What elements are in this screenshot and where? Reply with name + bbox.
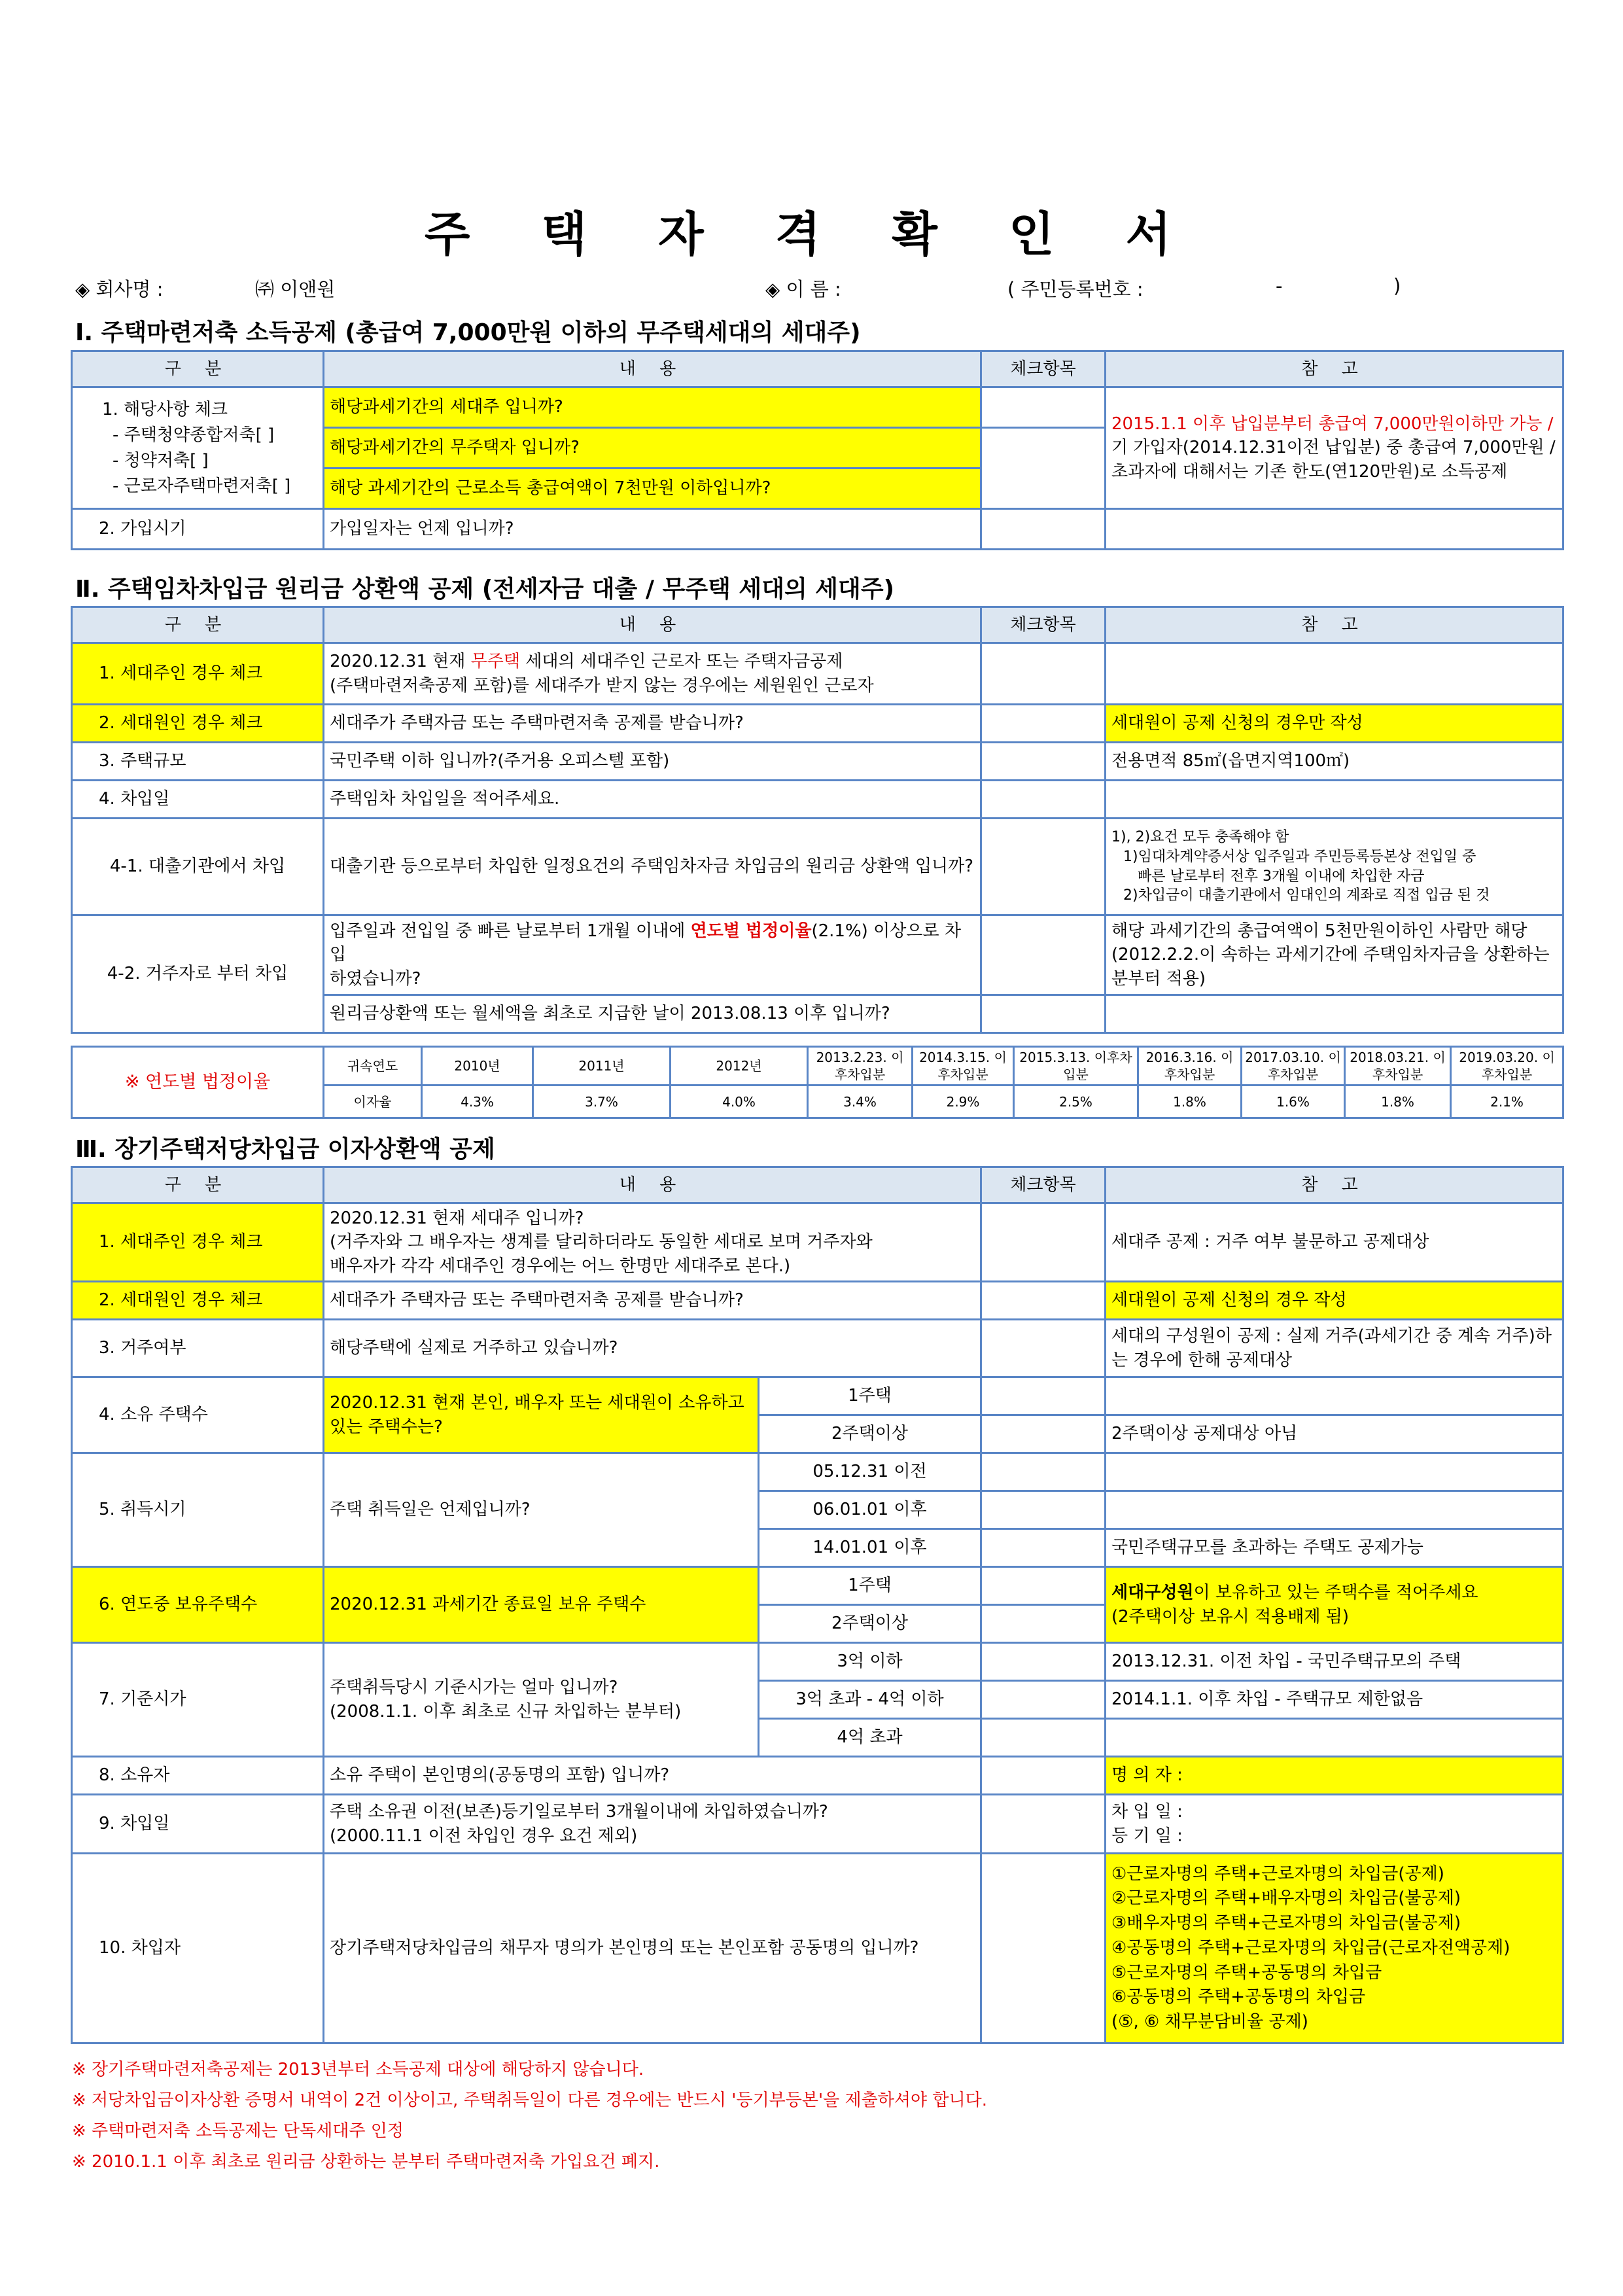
s3-row9-line: (2000.11.1 이전 차입인 경우 요건 제외) — [330, 1826, 638, 1846]
row1-label-cell — [72, 387, 324, 509]
col-header-gubun: 구 분 — [72, 607, 324, 643]
rate-value: 이자율 — [324, 1086, 422, 1118]
s3-row6-label: 6. 연도중 보유주택수 — [72, 1567, 324, 1643]
section2-table — [71, 606, 1564, 1034]
col-header-check: 체크항목 — [981, 607, 1106, 643]
s2-row41-ref-line: 빠른 날로부터 전후 3개월 이내에 차입한 자금 — [1138, 868, 1425, 885]
s3-row1-line: (거주자와 그 배우자는 생계를 달리하더라도 동일한 세대로 보며 거주자와 — [330, 1232, 873, 1252]
s3-row8-label: 8. 소유자 — [72, 1757, 324, 1795]
col-header-check: 체크항목 — [981, 1167, 1106, 1203]
rate-table — [71, 1046, 1564, 1119]
rate-year: 2012년 — [671, 1047, 808, 1086]
check-cell[interactable] — [981, 1203, 1106, 1282]
s2-row1-line2: (주택마련저축공제 포함)를 세대주가 받지 않는 경우에는 세원원인 근로자 — [330, 675, 874, 696]
s2-row3-ref: 전용면적 85㎡(읍면지역100㎡) — [1106, 743, 1563, 781]
s3-row9-ref-line: 등 기 일 : — [1111, 1826, 1183, 1846]
s3-row7-option: 4억 초과 — [759, 1719, 981, 1757]
s3-row10-ref-line: (⑤, ⑥ 채무분담비율 공제) — [1111, 2011, 1308, 2032]
name-label: ◈ 이 름 : — [765, 278, 841, 300]
s3-row8-ref: 명 의 자 : — [1106, 1757, 1563, 1795]
rate-value: 4.0% — [671, 1086, 808, 1118]
s3-row6-ref-text: 이 보유하고 있는 주택수를 적어주세요 — [1193, 1583, 1478, 1603]
row2-content: 가입일자는 언제 입니까? — [324, 509, 981, 550]
s2-row41-ref-line: 2)차입금이 대출기관에서 임대인의 계좌로 직접 입금 된 것 — [1123, 887, 1490, 904]
s3-row2-ref: 세대원이 공제 신청의 경우 작성 — [1106, 1282, 1563, 1320]
row1-sub-label: - 근로자주택마련저축[ ] — [113, 476, 291, 496]
s2-row41-ref-line: 1), 2)요건 모두 충족해야 함 — [1111, 829, 1289, 846]
s2-row42b-content: 원리금상환액 또는 월세액을 최초로 지급한 날이 2013.08.13 이후 입니까? — [324, 995, 981, 1033]
col-header-ref: 참 고 — [1106, 351, 1563, 387]
s3-row1-label: 1. 세대주인 경우 체크 — [72, 1203, 324, 1282]
check-cell[interactable] — [981, 1453, 1106, 1491]
check-cell[interactable] — [981, 643, 1106, 705]
s2-row2-ref: 세대원이 공제 신청의 경우만 작성 — [1106, 705, 1563, 743]
s2-row42-content — [324, 915, 981, 995]
rrn-close: ) — [1393, 275, 1401, 297]
s3-row2-label: 2. 세대원인 경우 체크 — [72, 1282, 324, 1320]
s3-row7-line: 주택취득당시 기준시가는 얼마 입니까? — [330, 1678, 618, 1698]
row1-ref — [1106, 387, 1563, 509]
s3-row4-option: 2주택이상 — [759, 1415, 981, 1453]
s3-row7-content — [324, 1643, 759, 1757]
rate-year: 2011년 — [533, 1047, 671, 1086]
s2-row4-content: 주택임차 차입일을 적어주세요. — [324, 781, 981, 819]
section2-title: Ⅱ. 주택임차차입금 원리금 상환액 공제 (전세자금 대출 / 무주택 세대의 세대주) — [75, 576, 895, 603]
s2-row1-red: 무주택 — [470, 652, 520, 672]
col-header-ref: 참 고 — [1106, 1167, 1563, 1203]
ref-cell — [1106, 1453, 1563, 1491]
row1-ref-text: 기 가입자(2014.12.31이전 납입분) 중 총급여 7,000만원 / 초과자에 대해서는 기존 한도(연120만원)로 소득공제 — [1111, 438, 1556, 482]
s3-row1-line: 2020.12.31 현재 세대주 입니까? — [330, 1209, 584, 1228]
s2-row42-text: (2.1%) 이상으로 차입 — [330, 921, 961, 965]
check-cell[interactable] — [981, 1605, 1106, 1643]
company-label: ◈ 회사명 : — [75, 278, 164, 300]
rate-year: 2017.03.10. 이후차입분 — [1242, 1047, 1345, 1086]
rate-year: 2015.3.13. 이후차입분 — [1014, 1047, 1138, 1086]
rate-year: 귀속연도 — [324, 1047, 422, 1086]
s2-row42-red: 연도별 법정이율 — [690, 921, 812, 941]
s3-row8-content: 소유 주택이 본인명의(공동명의 포함) 입니까? — [324, 1757, 981, 1795]
s3-row5-option: 14.01.01 이후 — [759, 1529, 981, 1567]
check-cell[interactable] — [981, 1529, 1106, 1567]
footnote: ※ 주택마련저축 소득공제는 단독세대주 인정 — [72, 2121, 404, 2141]
s3-row1-line: 배우자가 각각 세대주인 경우에는 어느 한명만 세대주로 본다.) — [330, 1256, 791, 1276]
s3-row9-label: 9. 차입일 — [72, 1795, 324, 1854]
s3-row3-label: 3. 거주여부 — [72, 1320, 324, 1377]
s3-row10-content: 장기주택저당차입금의 채무자 명의가 본인명의 또는 본인포함 공동명의 입니까? — [324, 1854, 981, 2043]
s3-row1-content — [324, 1203, 981, 1282]
s3-row10-ref-line: ⑤근로자명의 주택+공동명의 차입금 — [1111, 1962, 1382, 1983]
rate-year: 2013.2.23. 이후차입분 — [808, 1047, 913, 1086]
s3-row7-label: 7. 기준시가 — [72, 1643, 324, 1757]
s2-row42-label: 4-2. 거주자로 부터 차입 — [72, 915, 324, 1033]
check-cell[interactable] — [981, 1282, 1106, 1320]
s2-row3-label: 3. 주택규모 — [72, 743, 324, 781]
footnote: ※ 장기주택마련저축공제는 2013년부터 소득공제 대상에 해당하지 않습니다. — [72, 2060, 644, 2079]
s3-row6-ref — [1106, 1567, 1563, 1643]
s3-row5-option: 06.01.01 이후 — [759, 1491, 981, 1529]
s3-row3-ref: 세대의 구성원이 공제 : 실제 거주(과세기간 중 계속 거주)하는 경우에 한해 공제대상 — [1106, 1320, 1563, 1377]
s3-row7-line: (2008.1.1. 이후 최초로 신규 차입하는 분부터) — [330, 1701, 682, 1722]
ref-cell — [1106, 781, 1563, 819]
col-header-check: 체크항목 — [981, 351, 1106, 387]
s2-row41-label: 4-1. 대출기관에서 차입 — [72, 819, 324, 915]
col-header-content: 내 용 — [324, 607, 981, 643]
s3-row6-option: 2주택이상 — [759, 1605, 981, 1643]
s3-row6-ref-bold: 세대구성원 — [1111, 1583, 1194, 1603]
check-cell[interactable] — [981, 1320, 1106, 1377]
section3-title: Ⅲ. 장기주택저당차입금 이자상환액 공제 — [75, 1136, 495, 1163]
s2-row1-content — [324, 643, 981, 705]
s3-row10-ref-line: ④공동명의 주택+근로자명의 차입금(근로자전액공제) — [1111, 1937, 1510, 1958]
rate-value: 1.6% — [1242, 1086, 1345, 1118]
rate-year: 2016.3.16. 이후차입분 — [1138, 1047, 1242, 1086]
rate-value: 1.8% — [1138, 1086, 1242, 1118]
ref-cell — [1106, 1377, 1563, 1415]
check-cell[interactable] — [981, 1719, 1106, 1757]
rate-year: 2010년 — [422, 1047, 533, 1086]
check-cell[interactable] — [981, 1757, 1106, 1795]
check-cell[interactable] — [981, 743, 1106, 781]
s3-row9-content — [324, 1795, 981, 1854]
check-cell[interactable] — [981, 1377, 1106, 1415]
s2-row42-ref: 해당 과세기간의 총급여액이 5천만원이하인 사람만 해당 (2012.2.2.이 속하는 과세기간에 주택임차자금을 상환하는 분부터 적용) — [1106, 915, 1563, 995]
s3-row4-label: 4. 소유 주택수 — [72, 1377, 324, 1453]
s2-row3-content: 국민주택 이하 입니까?(주거용 오피스텔 포함) — [324, 743, 981, 781]
s3-row5-option: 05.12.31 이전 — [759, 1453, 981, 1491]
check-cell[interactable] — [981, 1415, 1106, 1453]
section1-table — [71, 350, 1564, 550]
s3-row10-label: 10. 차입자 — [72, 1854, 324, 2043]
check-cell[interactable] — [981, 819, 1106, 915]
col-header-content: 내 용 — [324, 351, 981, 387]
s2-row4-label: 4. 차입일 — [72, 781, 324, 819]
col-header-gubun: 구 분 — [72, 351, 324, 387]
s3-row10-ref-line: ②근로자명의 주택+배우자명의 차입금(불공제) — [1111, 1888, 1461, 1909]
check-cell[interactable] — [981, 1795, 1106, 1854]
s3-row9-line: 주택 소유권 이전(보존)등기일로부터 3개월이내에 차입하였습니까? — [330, 1802, 828, 1822]
ref-cell — [1106, 1491, 1563, 1529]
col-header-gubun: 구 분 — [72, 1167, 324, 1203]
row1-sub-label: - 청약저축[ ] — [113, 450, 209, 470]
row1-content: 해당 과세기간의 근로소득 총급여액이 7천만원 이하입니까? — [324, 468, 981, 509]
ref-cell — [1106, 509, 1563, 550]
s3-row2-content: 세대주가 주택자금 또는 주택마련저축 공제를 받습니까? — [324, 1282, 981, 1320]
check-cell[interactable] — [981, 1643, 1106, 1681]
rrn-dash: - — [1276, 275, 1283, 297]
ref-cell — [1106, 643, 1563, 705]
s3-row10-ref — [1106, 1854, 1563, 2043]
s3-row9-ref-line: 차 입 일 : — [1111, 1802, 1183, 1822]
s2-row1-label: 1. 세대주인 경우 체크 — [72, 643, 324, 705]
row1-sub-label: - 주택청약종합저축[ ] — [113, 425, 275, 445]
s2-row41-content: 대출기관 등으로부터 차입한 일정요건의 주택임차자금 차입금의 원리금 상환액 입니까? — [324, 819, 981, 915]
check-cell[interactable] — [981, 915, 1106, 995]
s3-row7-ref: 2014.1.1. 이후 차입 - 주택규모 제한없음 — [1106, 1681, 1563, 1719]
check-cell[interactable] — [981, 428, 1106, 509]
s3-row4-option: 1주택 — [759, 1377, 981, 1415]
s2-row41-ref — [1106, 819, 1563, 915]
check-cell[interactable] — [981, 1854, 1106, 2043]
s3-row7-option: 3억 초과 - 4억 이하 — [759, 1681, 981, 1719]
company-value: ㈜ 이앤원 — [255, 278, 336, 300]
s3-row6-option: 1주택 — [759, 1567, 981, 1605]
rate-value: 3.7% — [533, 1086, 671, 1118]
col-header-content: 내 용 — [324, 1167, 981, 1203]
row2-label: 2. 가입시기 — [72, 509, 324, 550]
s2-row1-text: 세대의 세대주인 근로자 또는 주택자금공제 — [520, 652, 843, 672]
rate-label: ※ 연도별 법정이율 — [72, 1047, 324, 1118]
s3-row7-ref: 2013.12.31. 이전 차입 - 국민주택규모의 주택 — [1106, 1643, 1563, 1681]
row1-ref-red: 2015.1.1 이후 납입분부터 총급여 7,000만원이하만 가능 / — [1111, 414, 1554, 434]
col-header-ref: 참 고 — [1106, 607, 1563, 643]
s2-row2-label: 2. 세대원인 경우 체크 — [72, 705, 324, 743]
s2-row41-ref-line: 1)임대차계약증서상 입주일과 주민등록등본상 전입일 중 — [1123, 848, 1476, 865]
s3-row5-label: 5. 취득시기 — [72, 1453, 324, 1567]
document-title: 주 택 자 격 확 인 서 — [424, 207, 1199, 262]
s3-row10-ref-line: ③배우자명의 주택+근로자명의 차입금(불공제) — [1111, 1913, 1461, 1934]
s3-row9-ref — [1106, 1795, 1563, 1854]
s3-row5-content: 주택 취득일은 언제입니까? — [324, 1453, 759, 1567]
s2-row1-text: 2020.12.31 현재 — [330, 652, 471, 672]
check-cell[interactable] — [981, 705, 1106, 743]
rate-year: 2018.03.21. 이후차입분 — [1345, 1047, 1451, 1086]
s3-row6-content: 2020.12.31 과세기간 종료일 보유 주택수 — [324, 1567, 759, 1643]
s3-row10-ref-line: ①근로자명의 주택+근로자명의 차입금(공제) — [1111, 1863, 1444, 1884]
check-cell[interactable] — [981, 1567, 1106, 1605]
rate-value: 2.1% — [1451, 1086, 1563, 1118]
s3-row4-content: 2020.12.31 현재 본인, 배우자 또는 세대원이 소유하고 있는 주택수는? — [324, 1377, 759, 1453]
footnote: ※ 2010.1.1 이후 최초로 원리금 상환하는 분부터 주택마련저축 가입요건 폐지. — [72, 2152, 660, 2172]
check-cell[interactable] — [981, 995, 1106, 1033]
rrn-label: ( 주민등록번호 : — [1007, 278, 1143, 300]
s2-row42-line2: 하였습니까? — [330, 968, 421, 989]
row1-label: 1. 해당사항 체크 — [102, 399, 228, 419]
s3-row4-ref: 2주택이상 공제대상 아님 — [1106, 1415, 1563, 1453]
row1-content: 해당과세기간의 무주택자 입니까? — [324, 428, 981, 468]
rate-value: 2.9% — [913, 1086, 1014, 1118]
s3-row5-ref: 국민주택규모를 초과하는 주택도 공제가능 — [1106, 1529, 1563, 1567]
check-cell[interactable] — [981, 509, 1106, 550]
rate-year: 2019.03.20. 이후차입분 — [1451, 1047, 1563, 1086]
s3-row3-content: 해당주택에 실제로 거주하고 있습니까? — [324, 1320, 981, 1377]
s3-row6-ref-line2: (2주택이상 보유시 적용배제 됨) — [1111, 1606, 1350, 1627]
s2-row2-content: 세대주가 주택자금 또는 주택마련저축 공제를 받습니까? — [324, 705, 981, 743]
footnote: ※ 저당차입금이자상환 증명서 내역이 2건 이상이고, 주택취득일이 다른 경우에는 반드시 '등기부등본'을 제출하셔야 합니다. — [72, 2091, 988, 2110]
ref-cell — [1106, 995, 1563, 1033]
s2-row42-text: 입주일과 전입일 중 빠른 날로부터 1개월 이내에 — [330, 921, 691, 941]
rate-year: 2014.3.15. 이후차입분 — [913, 1047, 1014, 1086]
check-cell[interactable] — [981, 1491, 1106, 1529]
ref-cell — [1106, 1719, 1563, 1757]
rate-value: 1.8% — [1345, 1086, 1451, 1118]
section1-title: Ⅰ. 주택마련저축 소득공제 (총급여 7,000만원 이하의 무주택세대의 세대주) — [75, 319, 861, 346]
footnotes — [72, 2055, 987, 2178]
s3-row10-ref-line: ⑥공동명의 주택+공동명의 차입금 — [1111, 1987, 1366, 2007]
s3-row7-option: 3억 이하 — [759, 1643, 981, 1681]
rate-value: 4.3% — [422, 1086, 533, 1118]
row1-content: 해당과세기간의 세대주 입니까? — [324, 387, 981, 428]
check-cell[interactable] — [981, 781, 1106, 819]
check-cell[interactable] — [981, 1681, 1106, 1719]
rate-value: 3.4% — [808, 1086, 913, 1118]
s3-row1-ref: 세대주 공제 : 거주 여부 불문하고 공제대상 — [1106, 1203, 1563, 1282]
rate-value: 2.5% — [1014, 1086, 1138, 1118]
check-cell[interactable] — [981, 387, 1106, 428]
section3-table — [71, 1166, 1564, 2044]
